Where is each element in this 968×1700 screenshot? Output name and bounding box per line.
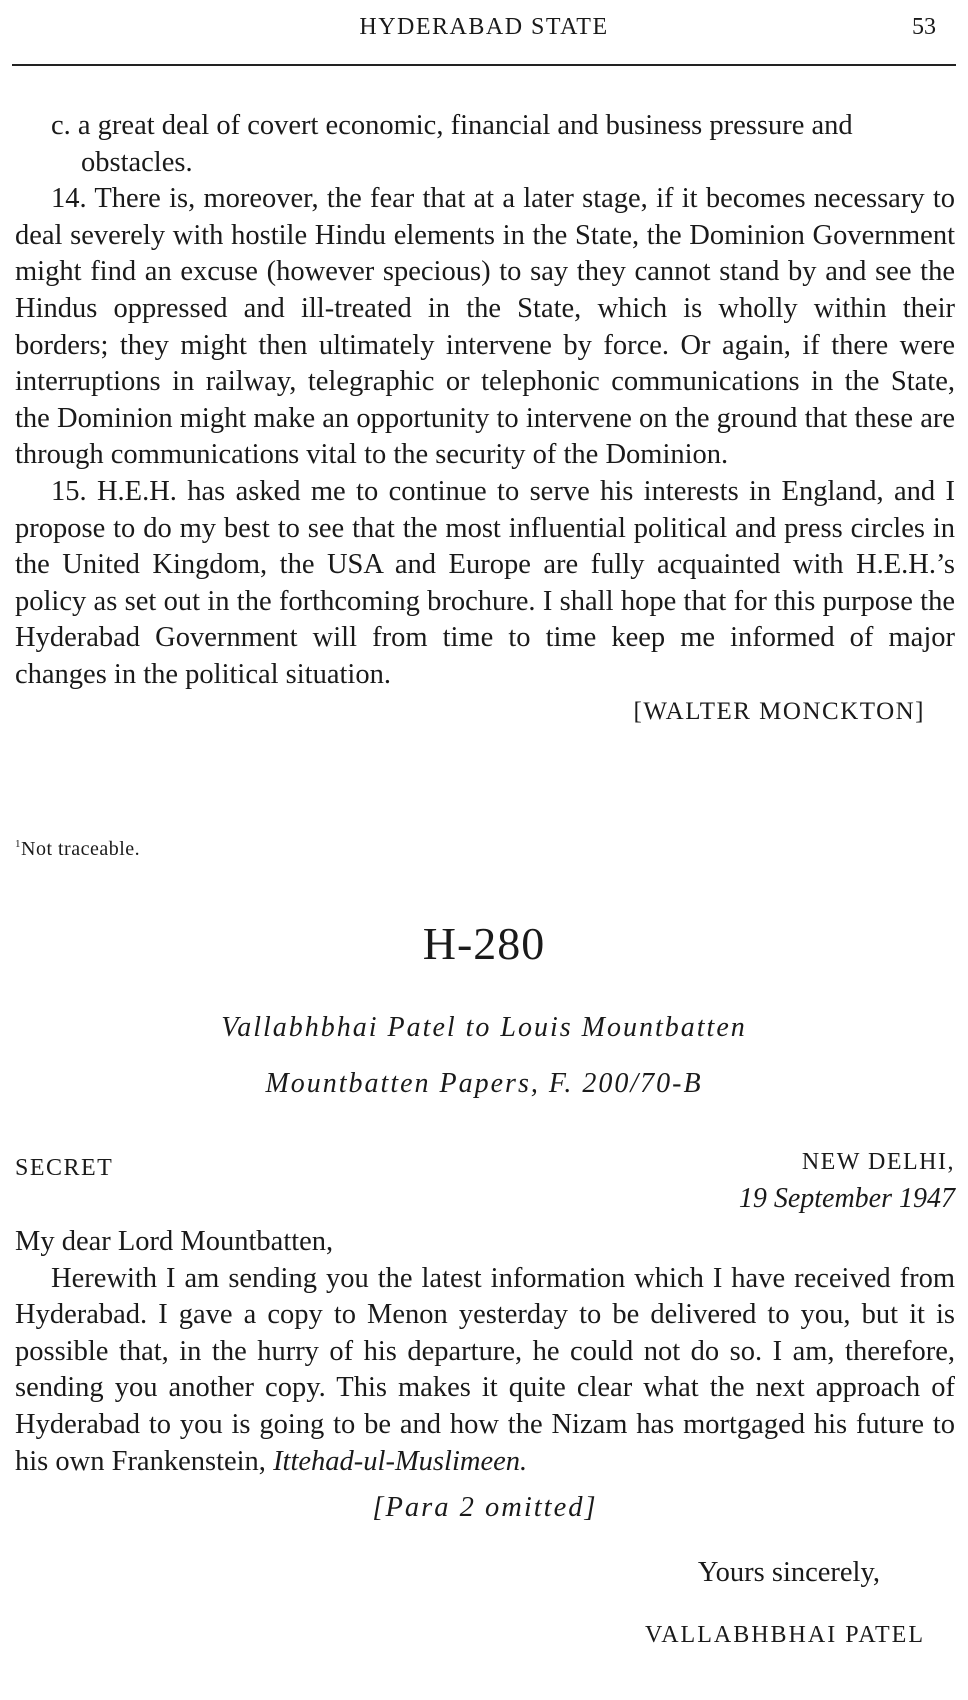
classification-label: SECRET <box>15 1155 114 1181</box>
organisation-name: Ittehad-ul-Muslimeen. <box>273 1445 528 1477</box>
place-date <box>739 1144 955 1217</box>
monckton-signature: [WALTER MONCKTON] <box>633 697 925 725</box>
footnote <box>15 838 140 861</box>
salutation: My dear Lord Mountbatten, <box>15 1226 334 1257</box>
letter-body-text: Herewith I am sending you the latest information which I have received from Hyderabad. I gave a copy to Menon yesterday to be delivered to you, but it is possible that, in the hurry of his departure, he could not do so. I am, therefore, sending you another copy. This makes it quite clear what the next approach of Hyderabad to you is going to be and how the Nizam has mortgaged his future to his own Frankenstein, <box>15 1262 955 1477</box>
list-item-c: c. a great deal of covert economic, financial and business pressure and obstacles. <box>51 110 853 178</box>
page-number: 53 <box>912 14 936 40</box>
letter-meta <box>15 1150 955 1224</box>
footnote-marker: 1 <box>15 838 21 850</box>
header-rule <box>12 64 956 66</box>
signatory: VALLABHBHAI PATEL <box>644 1622 925 1649</box>
footnote-text: Not traceable. <box>21 838 141 860</box>
running-head: HYDERABAD STATE <box>359 14 609 40</box>
document-source: Mountbatten Papers, F. 200/70-B <box>265 1068 703 1099</box>
closing: Yours sincerely, <box>697 1557 880 1589</box>
letter <box>15 1150 955 1674</box>
paragraph-14: 14. There is, moreover, the fear that at a later stage, if it becomes necessary to deal severely with hostile Hindu elements in the State, the Dominion Government might find an excuse (however specious) to say they cannot stand by and see the Hindus oppressed and ill-treated in the State, which is wholly within their borders; they might then ultimately intervene by force. Or again, if there were interruptions in railway, telegraphic or telephonic communications in the State, the Dominion might make an opportunity to intervene on the ground that these are through communications vital to the security of the Dominion. <box>15 183 955 471</box>
omitted-note: [Para 2 omitted] <box>372 1492 598 1524</box>
continued-text <box>15 108 955 730</box>
letter-body <box>15 1261 955 1481</box>
letter-place: NEW DELHI, <box>801 1149 955 1175</box>
page-header <box>12 8 956 66</box>
document-title: Vallabhbhai Patel to Louis Mountbatten <box>221 1012 747 1043</box>
document-id: H-280 <box>422 918 546 969</box>
paragraph-15: 15. H.E.H. has asked me to continue to serve his interests in England, and I propose to do my best to see that the most influential political and press circles in the United Kingdom, the USA and Europe are fully acquainted with H.E.H.’s policy as set out in the forthcoming brochure. I shall hope that for this purpose the Hyderabad Government will from time to time keep me informed of major changes in the political situation. <box>15 475 955 690</box>
letter-date: 19 September 1947 <box>738 1182 955 1214</box>
